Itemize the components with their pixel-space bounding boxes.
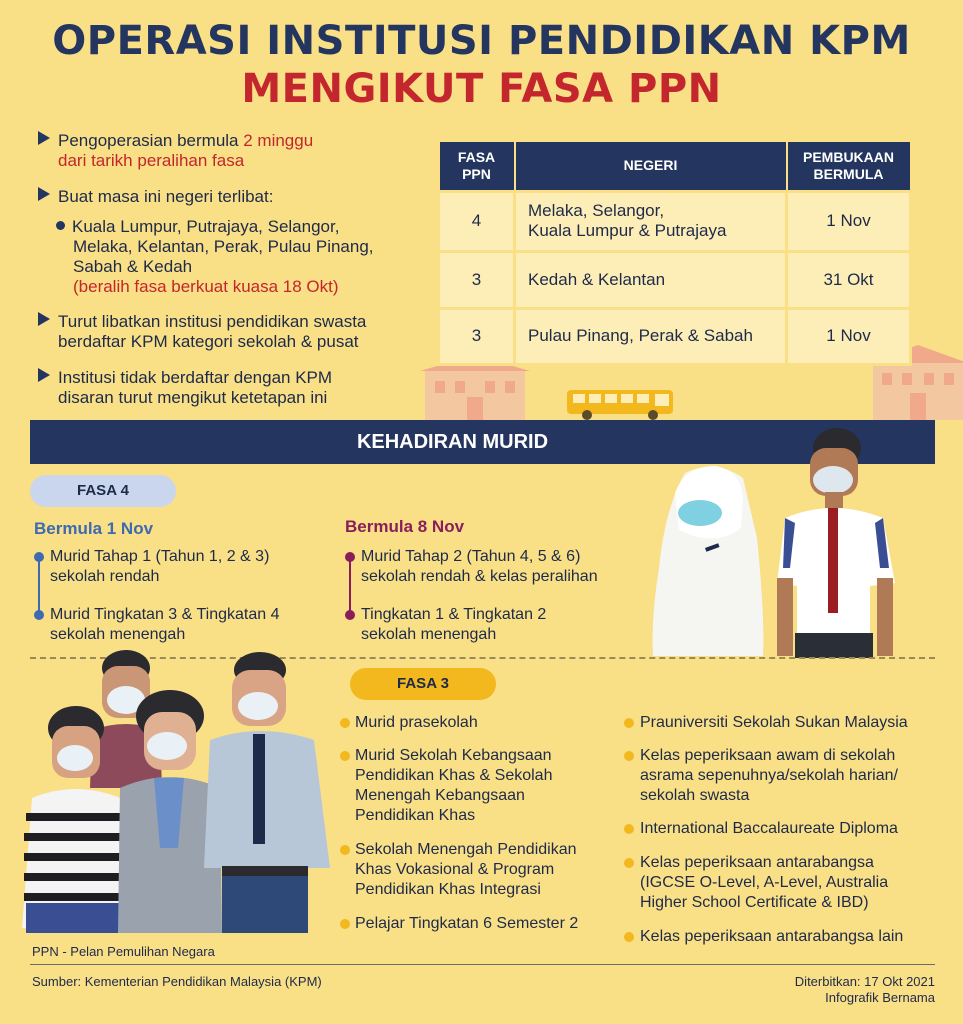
fasa-table	[437, 140, 912, 366]
fasa3-right-item: Kelas peperiksaan antarabangsa lain	[640, 928, 904, 945]
fasa4-left-item: Murid Tingkatan 3 & Tingkatan 4 sekolah menengah	[50, 606, 280, 643]
point-2: Buat masa ini negeri terlibat:	[38, 187, 273, 207]
dot-bullet-icon	[624, 932, 634, 942]
agency-credit: Infografik Bernama	[825, 990, 935, 1005]
fasa3-left-item: Sekolah Menengah Pendidikan Khas Vokasional & Program Pendidikan Khas Integrasi	[355, 841, 577, 898]
dot-bullet-icon	[345, 552, 355, 562]
dot-bullet-icon	[340, 751, 350, 761]
point-1: Pengoperasian bermula 2 minggu dari tarikh peralihan fasa	[38, 131, 313, 171]
table-header-row	[439, 141, 911, 191]
timeline-line	[349, 556, 351, 614]
dot-bullet-icon	[624, 824, 634, 834]
ppn-note: PPN - Pelan Pemulihan Negara	[32, 944, 215, 959]
th-fasa: FASA PPN	[439, 141, 515, 191]
table-row: 3 Pulau Pinang, Perak & Sabah 1 Nov	[439, 308, 911, 364]
fasa4-pill: FASA 4	[30, 475, 176, 507]
th-pembukaan: PEMBUKAAN BERMULA	[787, 141, 911, 191]
triangle-bullet-icon	[38, 131, 50, 145]
dot-bullet-icon	[345, 610, 355, 620]
dot-bullet-icon	[624, 751, 634, 761]
fasa4-left-item: Murid Tahap 1 (Tahun 1, 2 & 3) sekolah rendah	[50, 548, 270, 585]
dot-bullet-icon	[624, 718, 634, 728]
people-illustration	[22, 648, 337, 933]
point-2-states: Kuala Lumpur, Putrajaya, Selangor, Melaka, Kelantan, Perak, Pulau Pinang, Sabah & Kedah (beralih fasa berkuat kuasa 18 Okt)	[56, 217, 374, 297]
triangle-bullet-icon	[38, 187, 50, 201]
fasa3-pill: FASA 3	[350, 668, 496, 700]
fasa3-right-item: International Baccalaureate Diploma	[640, 820, 898, 837]
fasa3-left-item: Murid prasekolah	[355, 714, 478, 731]
triangle-bullet-icon	[38, 312, 50, 326]
fasa3-right-item: Kelas peperiksaan antarabangsa (IGCSE O-Level, A-Level, Australia Higher School Certificate & IBD)	[640, 854, 889, 911]
fasa3-right-item: Prauniversiti Sekolah Sukan Malaysia	[640, 714, 908, 731]
students-illustration	[645, 418, 945, 658]
page-subtitle: MENGIKUT FASA PPN	[241, 66, 722, 112]
timeline-line	[38, 556, 40, 614]
fasa4-left-title: Bermula 1 Nov	[34, 519, 154, 538]
dot-bullet-icon	[340, 845, 350, 855]
fasa3-left-item: Pelajar Tingkatan 6 Semester 2	[355, 915, 579, 932]
point-4: Institusi tidak berdaftar dengan KPM disaran turut mengikut ketetapan ini	[38, 368, 332, 408]
footer-divider	[30, 964, 935, 965]
triangle-bullet-icon	[38, 368, 50, 382]
dot-bullet-icon	[56, 221, 65, 230]
fasa4-right-title: Bermula 8 Nov	[345, 517, 465, 536]
fasa3-left-item: Murid Sekolah Kebangsaan Pendidikan Khas & Sekolah Menengah Kebangsaan Pendidikan Khas	[355, 747, 553, 824]
school-bus-icon	[567, 388, 675, 420]
dot-bullet-icon	[34, 552, 44, 562]
dot-bullet-icon	[340, 718, 350, 728]
point-3: Turut libatkan institusi pendidikan swasta berdaftar KPM kategori sekolah & pusat	[38, 312, 366, 352]
fasa4-right-item: Tingkatan 1 & Tingkatan 2 sekolah menengah	[361, 606, 547, 643]
page-title: OPERASI INSTITUSI PENDIDIKAN KPM	[52, 18, 911, 64]
source-text: Sumber: Kementerian Pendidikan Malaysia (KPM)	[32, 974, 322, 989]
published-date: Diterbitkan: 17 Okt 2021	[794, 974, 935, 989]
dot-bullet-icon	[624, 858, 634, 868]
th-negeri: NEGERI	[515, 141, 787, 191]
fasa3-right-item: Kelas peperiksaan awam di sekolah asrama sepenuhnya/sekolah harian/ sekolah swasta	[640, 747, 898, 804]
dot-bullet-icon	[34, 610, 44, 620]
dot-bullet-icon	[340, 919, 350, 929]
fasa4-right-item: Murid Tahap 2 (Tahun 4, 5 & 6) sekolah rendah & kelas peralihan	[361, 548, 598, 585]
table-row: 4 Melaka, Selangor, Kuala Lumpur & Putrajaya 1 Nov	[439, 191, 911, 251]
table-row: 3 Kedah & Kelantan 31 Okt	[439, 251, 911, 308]
kehadiran-banner: KEHADIRAN MURID	[30, 420, 935, 464]
